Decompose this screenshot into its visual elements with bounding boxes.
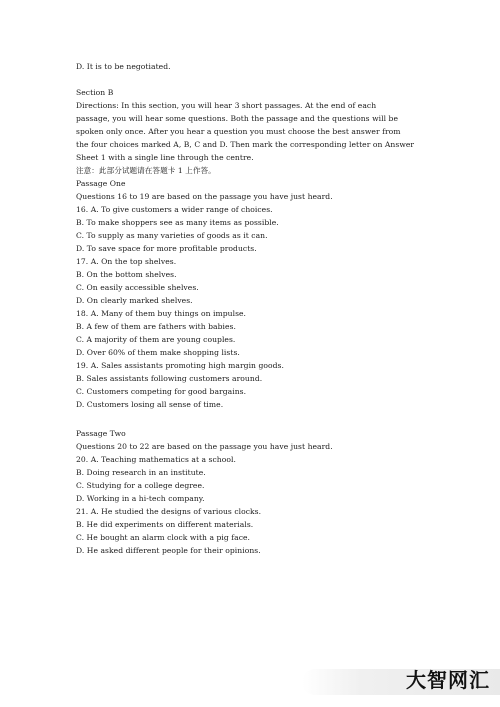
- option-line: 19. A. Sales assistants promoting high margin goods.: [76, 361, 284, 370]
- option-line: C. Customers competing for good bargains.: [76, 387, 247, 396]
- option-line: 20. A. Teaching mathematics at a school.: [76, 455, 236, 464]
- option-line: B. On the bottom shelves.: [76, 270, 177, 279]
- option-line: D. To save space for more profitable products.: [76, 244, 257, 253]
- option-line: B. Doing research in an institute.: [76, 468, 206, 477]
- section-heading: Section B: [76, 88, 114, 97]
- option-line: B. A few of them are fathers with babies.: [76, 322, 236, 331]
- directions-line-3: spoken only once. After you hear a question you must choose the best answer from: [76, 127, 401, 136]
- option-line: 21. A. He studied the designs of various clocks.: [76, 507, 262, 516]
- questions-intro: Questions 20 to 22 are based on the passage you have just heard.: [76, 442, 333, 451]
- option-line: D. Over 60% of them make shopping lists.: [76, 348, 240, 357]
- watermark-logo: 大智网汇: [406, 668, 490, 692]
- passage-heading: Passage One: [76, 179, 126, 188]
- option-line: C. A majority of them are young couples.: [76, 335, 236, 344]
- option-line: 17. A. On the top shelves.: [76, 257, 177, 266]
- text-line-0: D. It is to be negotiated.: [76, 62, 171, 71]
- questions-intro: Questions 16 to 19 are based on the passage you have just heard.: [76, 192, 333, 201]
- option-line: C. To supply as many varieties of goods as it can.: [76, 231, 268, 240]
- option-line: B. He did experiments on different materials.: [76, 520, 254, 529]
- directions-line-5: Sheet 1 with a single line through the centre.: [76, 153, 254, 162]
- option-line: C. On easily accessible shelves.: [76, 283, 199, 292]
- option-line: C. He bought an alarm clock with a pig face.: [76, 533, 251, 542]
- option-line: D. Working in a hi-tech company.: [76, 494, 205, 503]
- option-line: C. Studying for a college degree.: [76, 481, 205, 490]
- directions-line-4: the four choices marked A, B, C and D. Then mark the corresponding letter on Answer: [76, 140, 415, 149]
- option-line: D. Customers losing all sense of time.: [76, 400, 224, 409]
- passage-heading: Passage Two: [76, 429, 126, 438]
- option-line: B. To make shoppers see as many items as possible.: [76, 218, 279, 227]
- option-line: D. On clearly marked shelves.: [76, 296, 193, 305]
- option-line: 16. A. To give customers a wider range of choices.: [76, 205, 273, 214]
- directions-line-1: Directions: In this section, you will hear 3 short passages. At the end of each: [76, 101, 377, 110]
- option-line: D. He asked different people for their opinions.: [76, 546, 261, 555]
- option-line: B. Sales assistants following customers around.: [76, 374, 263, 383]
- note-line: 注意：此部分试题请在答题卡 1 上作答。: [76, 166, 216, 175]
- directions-line-2: passage, you will hear some questions. Both the passage and the questions will be: [76, 114, 398, 123]
- option-line: 18. A. Many of them buy things on impulse.: [76, 309, 247, 318]
